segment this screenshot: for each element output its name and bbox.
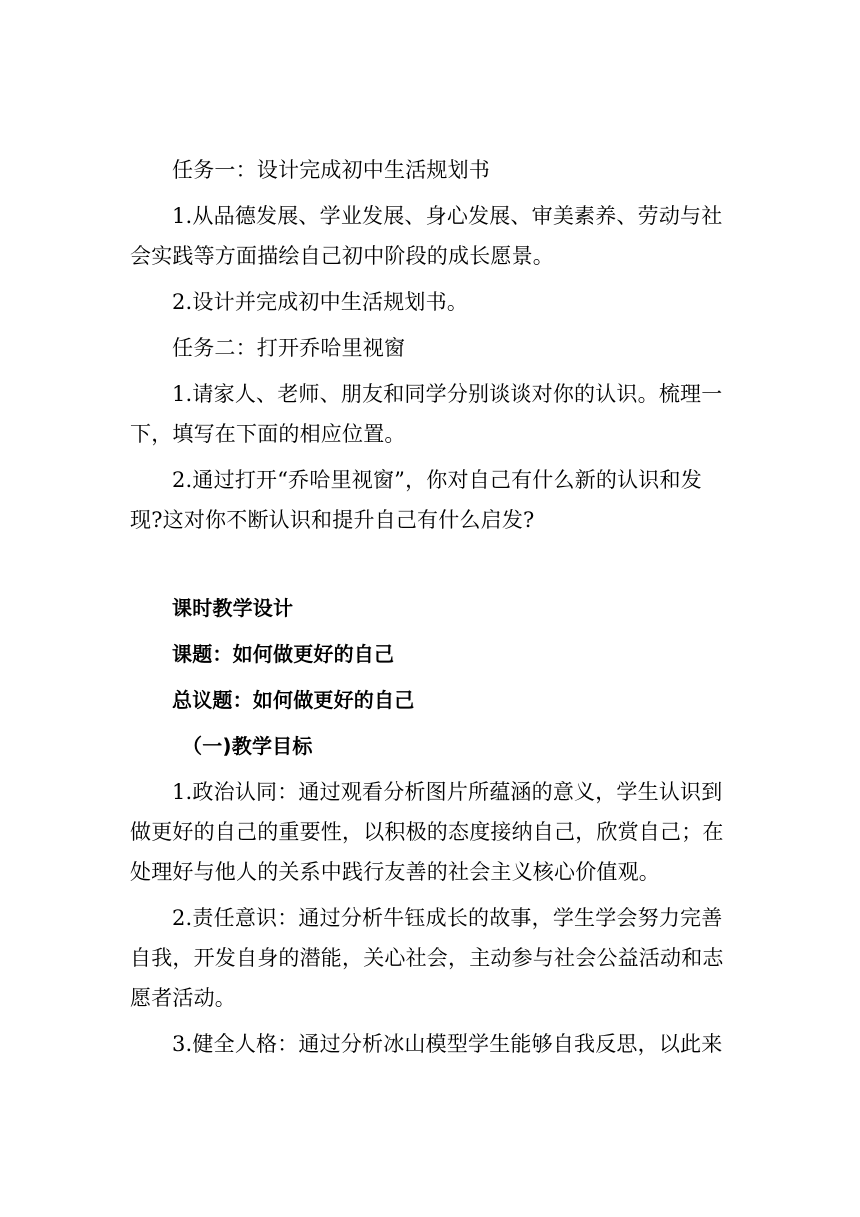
task2-item2: 2.通过打开“乔哈里视窗”，你对自己有什么新的认识和发现?这对你不断认识和提升自己有什么启发? [130, 468, 702, 532]
lesson-topic: 课题：如何做更好的自己 [172, 642, 395, 666]
section-spacer [130, 544, 730, 586]
overall-topic: 总议题：如何做更好的自己 [172, 688, 415, 712]
task1-item2: 2.设计并完成初中生活规划书。 [172, 290, 469, 314]
task1-title: 任务一：设计完成初中生活规划书 [172, 158, 490, 182]
task1-item1: 1.从品德发展、学业发展、身心发展、审美素养、劳动与社会实践等方面描绘自己初中阶段的成长愿景。 [130, 204, 723, 268]
document-body [130, 148, 730, 1068]
goal-2: 2.责任意识：通过分析牛钰成长的故事，学生学会努力完善自我，开发自身的潜能，关心社会，主动参与社会公益活动和志愿者活动。 [130, 906, 724, 1010]
task2-title: 任务二：打开乔哈里视窗 [172, 336, 406, 360]
goal-1: 1.政治认同：通过观看分析图片所蕴涵的意义，学生认识到做更好的自己的重要性，以积极的态度接纳自己，欣赏自己；在处理好与他人的关系中践行友善的社会主义核心价值观。 [130, 780, 724, 884]
goals-heading: （一)教学目标 [182, 734, 313, 758]
task2-item1: 1.请家人、老师、朋友和同学分别谈谈对你的认识。梳理一下，填写在下面的相应位置。 [130, 382, 723, 446]
goal-3: 3.健全人格：通过分析冰山模型学生能够自我反思，以此来 [172, 1032, 723, 1056]
design-title: 课时教学设计 [172, 596, 294, 620]
